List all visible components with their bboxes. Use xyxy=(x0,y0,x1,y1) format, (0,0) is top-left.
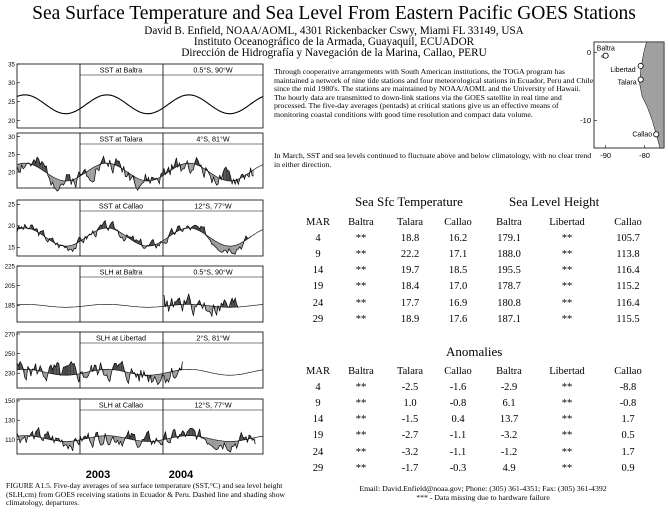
institution-line-ecuador: Instituto Oceanográfico de la Armada, Guayaquil, ECUADOR xyxy=(193,36,475,48)
table-cell: -1.2 xyxy=(500,446,518,458)
y-tick-label: 30 xyxy=(8,80,15,88)
station-chart xyxy=(8,133,263,191)
table-cell: 179.1 xyxy=(497,232,521,244)
table-cell: ** xyxy=(355,462,367,474)
y-tick-label: 30 xyxy=(8,133,15,141)
table-row xyxy=(300,395,658,411)
table-row xyxy=(300,428,658,444)
table-cell: 116.4 xyxy=(616,297,640,309)
anomaly-shading xyxy=(207,438,209,444)
table-cell: 13.7 xyxy=(499,414,519,426)
anomaly-shading xyxy=(63,367,65,375)
anomaly-shading xyxy=(138,441,140,448)
table-cell: ** xyxy=(355,297,367,309)
table-cell: 29 xyxy=(312,313,324,325)
table-cell: ** xyxy=(355,430,367,442)
anomaly-shading xyxy=(190,428,192,436)
table-cell: 115.2 xyxy=(616,281,640,293)
anomalies-table xyxy=(300,363,658,476)
anomalies-header: Anomalies xyxy=(446,344,503,359)
table-cell: 4 xyxy=(315,232,321,244)
page-title: Sea Surface Temperature and Sea Level From Eastern Pacific GOES Stations xyxy=(32,3,636,24)
station-label: Baltra xyxy=(596,45,615,53)
summary-paragraph: In March, SST and sea levels continued to fluctuate above and below climatology, with no clear trend in either direction. xyxy=(274,151,592,169)
table-cell: 6.1 xyxy=(502,397,516,409)
anomaly-shading xyxy=(73,363,75,374)
table-cell: 24 xyxy=(312,297,324,309)
table-cell: ** xyxy=(561,313,573,325)
anomaly-shading xyxy=(93,167,95,182)
anomaly-shading xyxy=(215,440,217,450)
station-label: Talara xyxy=(617,79,637,87)
table-cell: 18.8 xyxy=(400,232,420,244)
table-row xyxy=(300,246,658,262)
y-tick-label: 25 xyxy=(8,98,15,106)
table-cell: ** xyxy=(561,446,573,458)
table-cell: ** xyxy=(561,265,573,277)
table-cell: -1.1 xyxy=(449,446,467,458)
chart-position-label: 4°S, 81°W xyxy=(196,134,230,144)
table-cell: ** xyxy=(561,297,573,309)
anomaly-shading xyxy=(108,436,110,445)
table-cell: -1.6 xyxy=(449,381,467,393)
table-cell: 17.1 xyxy=(448,248,468,260)
y-tick-label: 250 xyxy=(4,350,15,358)
table-cell: 14 xyxy=(312,414,324,426)
y-tick-label: 110 xyxy=(5,436,15,444)
table-cell: 29 xyxy=(312,462,324,474)
table-cell: -0.8 xyxy=(449,397,467,409)
table-cell: ** xyxy=(561,397,573,409)
station-marker xyxy=(638,77,643,82)
table-cell: -3.2 xyxy=(500,430,518,442)
chart-station-label: SST at Talara xyxy=(99,134,143,144)
anomaly-shading xyxy=(175,302,177,305)
y-tick-label: 15 xyxy=(8,244,15,252)
table-cell: 1.0 xyxy=(403,397,417,409)
anomaly-shading xyxy=(220,243,222,252)
column-header: Callao xyxy=(614,216,642,228)
institution-line-peru: Dirección de Hidrografía y Navegación de la Marina, Callao, PERU xyxy=(181,47,487,59)
anomaly-shading xyxy=(227,441,229,450)
column-header: Baltra xyxy=(348,365,374,377)
y-tick-label: 20 xyxy=(8,223,15,231)
anomaly-shading xyxy=(220,441,222,446)
table-cell: -3.2 xyxy=(401,446,419,458)
anomaly-shading xyxy=(133,434,135,440)
lat-tick-label: 0 xyxy=(586,47,591,57)
chart-station-label: SST at Baltra xyxy=(99,65,143,75)
table-cell: 0.9 xyxy=(621,462,635,474)
table-cell: ** xyxy=(561,281,573,293)
chart-station-label: SLH at Libertad xyxy=(96,333,146,343)
y-tick-label: 270 xyxy=(4,331,15,339)
table-cell: 113.8 xyxy=(616,248,640,260)
table-cell: -1.1 xyxy=(449,430,467,442)
table-cell: 24 xyxy=(312,446,324,458)
table-row xyxy=(300,444,658,460)
anomaly-shading xyxy=(68,175,70,181)
anomaly-shading xyxy=(57,179,59,191)
table-cell: 0.5 xyxy=(621,430,635,442)
table-cell: 9 xyxy=(315,248,321,260)
contact-line: Email: David.Enfield@noaa.gov; Phone: (305) 361-4351; Fax: (305) 361-4392 xyxy=(359,484,607,493)
x-axis-year-label: 2003 xyxy=(85,469,111,481)
table-cell: 115.5 xyxy=(616,313,640,325)
column-header: Libertad xyxy=(549,216,585,228)
table-cell: -1.7 xyxy=(401,462,419,474)
chart-station-label: SST at Callao xyxy=(98,201,144,211)
column-header: Baltra xyxy=(496,365,522,377)
table-cell: ** xyxy=(355,232,367,244)
x-axis-year-label: 2004 xyxy=(168,469,194,481)
table-cell: 19.7 xyxy=(400,265,420,277)
anomaly-shading xyxy=(70,245,72,249)
column-header: Callao xyxy=(444,216,472,228)
table-cell: ** xyxy=(561,232,573,244)
table-header-row xyxy=(300,363,658,379)
table-cell: -2.9 xyxy=(500,381,518,393)
chart-position-label: 12°S, 77°W xyxy=(194,400,232,410)
anomaly-shading xyxy=(90,169,92,181)
anomaly-shading xyxy=(227,170,229,181)
table-cell: 18.4 xyxy=(400,281,420,293)
station-marker xyxy=(654,132,659,137)
y-tick-label: 185 xyxy=(4,302,15,310)
y-tick-label: 230 xyxy=(4,370,15,378)
station-location-map xyxy=(576,38,668,168)
anomaly-shading xyxy=(67,175,69,181)
station-marker xyxy=(638,63,643,68)
table-cell: 17.6 xyxy=(448,313,468,325)
intro-paragraph: Through cooperative arrangements with South American institutions, the TOGA program has maintained a network of nine tide stations and four meteorological stations in Ecuador, Peru and Chile since the mid 1980's. The stations are maintained by NOAA/AOML and the University of Hawaii. The hourly data are transmitted to down-link stations via the GOES satellite in real time and processed. The five-day averages (pentads) at critical stations give us an effective means of monitoring coastal conditions with good time resolution and compact data volume. xyxy=(274,67,594,119)
anomaly-shading xyxy=(232,441,234,446)
table-cell: 22.2 xyxy=(400,248,420,260)
table-cell: -2.7 xyxy=(401,430,419,442)
anomaly-shading xyxy=(84,373,86,378)
y-tick-label: 25 xyxy=(8,201,15,209)
y-tick-label: 205 xyxy=(4,282,15,290)
table-cell: 19 xyxy=(312,430,324,442)
table-cell: -0.3 xyxy=(449,462,467,474)
table-cell: 188.0 xyxy=(497,248,521,260)
table-cell: 1.7 xyxy=(621,446,635,458)
table-cell: 19 xyxy=(312,281,324,293)
anomaly-shading xyxy=(217,440,219,450)
table-row xyxy=(300,279,658,295)
table-cell: -8.8 xyxy=(619,381,637,393)
figure-caption: FIGURE A1.5. Five-day averages of sea surface temperature (SST,°C) and sea level height (SLH,cm) from GOES receiving stations in Ecuador & Peru. Dashed line and shading show climatology, departures. xyxy=(6,481,286,508)
anomaly-shading xyxy=(169,438,171,443)
table-cell: 18.9 xyxy=(400,313,420,325)
table-cell: 4 xyxy=(315,381,321,393)
table-cell: 0.4 xyxy=(451,414,465,426)
station-chart xyxy=(5,331,263,388)
table-cell: 4.9 xyxy=(502,462,516,474)
anomaly-shading xyxy=(119,363,121,370)
chart-station-label: SLH at Baltra xyxy=(99,267,143,277)
column-header: Callao xyxy=(614,365,642,377)
anomaly-shading xyxy=(68,365,70,376)
anomaly-shading xyxy=(65,366,67,375)
table-cell: 1.7 xyxy=(621,414,635,426)
column-header: Baltra xyxy=(348,216,374,228)
table-row xyxy=(300,311,658,327)
lat-tick-label: -10 xyxy=(580,116,591,126)
table-cell: 105.7 xyxy=(616,232,640,244)
chart-position-label: 0.5°S, 90°W xyxy=(193,65,233,75)
lon-tick-label: -90 xyxy=(600,151,612,160)
table-cell: ** xyxy=(561,414,573,426)
table-cell: 16.2 xyxy=(448,232,468,244)
table-cell: 17.7 xyxy=(400,297,420,309)
anomaly-shading xyxy=(173,429,175,437)
anomaly-shading xyxy=(91,168,93,182)
station-label: Callao xyxy=(632,131,653,139)
y-tick-label: 25 xyxy=(8,151,15,159)
table-cell: 178.7 xyxy=(497,281,521,293)
anomaly-shading xyxy=(234,245,236,254)
table-cell: 180.8 xyxy=(497,297,521,309)
table-cell: 195.5 xyxy=(497,265,521,277)
y-tick-label: 150 xyxy=(4,398,15,406)
station-chart xyxy=(5,398,263,454)
table-cell: ** xyxy=(355,265,367,277)
author-line: David B. Enfield, NOAA/AOML, 4301 Rickenbacker Cswy, Miami FL 33149, USA xyxy=(144,25,524,37)
anomaly-shading xyxy=(57,362,59,374)
anomaly-shading xyxy=(114,363,116,370)
anomaly-shading xyxy=(229,441,231,452)
y-tick-label: 35 xyxy=(8,61,15,69)
slh-table-header: Sea Level Height xyxy=(509,194,600,209)
station-label: Libertad xyxy=(610,66,636,74)
table-header-row xyxy=(300,214,658,230)
table-cell: ** xyxy=(355,446,367,458)
chart-position-label: 2°S, 81°W xyxy=(196,333,230,343)
y-tick-label: 20 xyxy=(8,169,15,177)
table-cell: ** xyxy=(355,381,367,393)
table-row xyxy=(300,460,658,476)
table-cell: 16.9 xyxy=(448,297,468,309)
y-tick-label: 130 xyxy=(4,417,15,425)
table-cell: ** xyxy=(355,414,367,426)
anomaly-shading xyxy=(224,245,226,250)
table-cell: ** xyxy=(355,281,367,293)
chart-station-label: SLH at Callao xyxy=(98,400,144,410)
y-tick-label: 20 xyxy=(8,117,15,125)
table-cell: ** xyxy=(355,313,367,325)
anomaly-shading xyxy=(232,246,234,254)
values-table xyxy=(300,214,658,327)
column-header: Baltra xyxy=(496,216,522,228)
missing-data-note: *** - Data missing due to hardware failure xyxy=(416,493,550,502)
table-cell: ** xyxy=(561,462,573,474)
station-chart xyxy=(8,61,263,128)
table-cell: 18.5 xyxy=(448,265,468,277)
table-cell: 14 xyxy=(312,265,324,277)
table-row xyxy=(300,230,658,246)
station-time-series-charts xyxy=(0,60,270,484)
table-cell: 17.0 xyxy=(448,281,468,293)
station-chart xyxy=(5,263,263,322)
anomaly-shading xyxy=(221,244,223,252)
anomaly-shading xyxy=(67,366,69,375)
y-tick-label: 225 xyxy=(4,263,15,271)
table-cell: ** xyxy=(561,430,573,442)
column-header: Talara xyxy=(396,365,424,377)
anomaly-shading xyxy=(101,436,103,445)
station-marker xyxy=(603,53,608,58)
table-cell: 9 xyxy=(315,397,321,409)
station-chart xyxy=(8,200,263,256)
column-header: Callao xyxy=(444,365,472,377)
table-cell: ** xyxy=(355,397,367,409)
chart-position-label: 12°S, 77°W xyxy=(194,201,232,211)
column-header: Libertad xyxy=(549,365,585,377)
sst-table-header: Sea Sfc Temperature xyxy=(355,194,463,209)
table-cell: 187.1 xyxy=(497,313,521,325)
table-row xyxy=(300,412,658,428)
anomaly-shading xyxy=(207,306,209,312)
table-row xyxy=(300,263,658,279)
table-row xyxy=(300,379,658,395)
lon-tick-label: -80 xyxy=(639,151,650,160)
table-cell: ** xyxy=(561,248,573,260)
column-header: MAR xyxy=(306,365,330,377)
table-cell: -0.8 xyxy=(619,397,637,409)
anomaly-shading xyxy=(65,441,67,444)
column-header: MAR xyxy=(306,216,330,228)
table-cell: 116.4 xyxy=(616,265,640,277)
table-cell: ** xyxy=(561,381,573,393)
table-cell: ** xyxy=(355,248,367,260)
anomaly-shading xyxy=(183,164,185,169)
column-header: Talara xyxy=(396,216,424,228)
table-row xyxy=(300,295,658,311)
table-cell: -1.5 xyxy=(401,414,419,426)
table-cell: -2.5 xyxy=(401,381,419,393)
chart-position-label: 0.5°S, 90°W xyxy=(193,267,233,277)
